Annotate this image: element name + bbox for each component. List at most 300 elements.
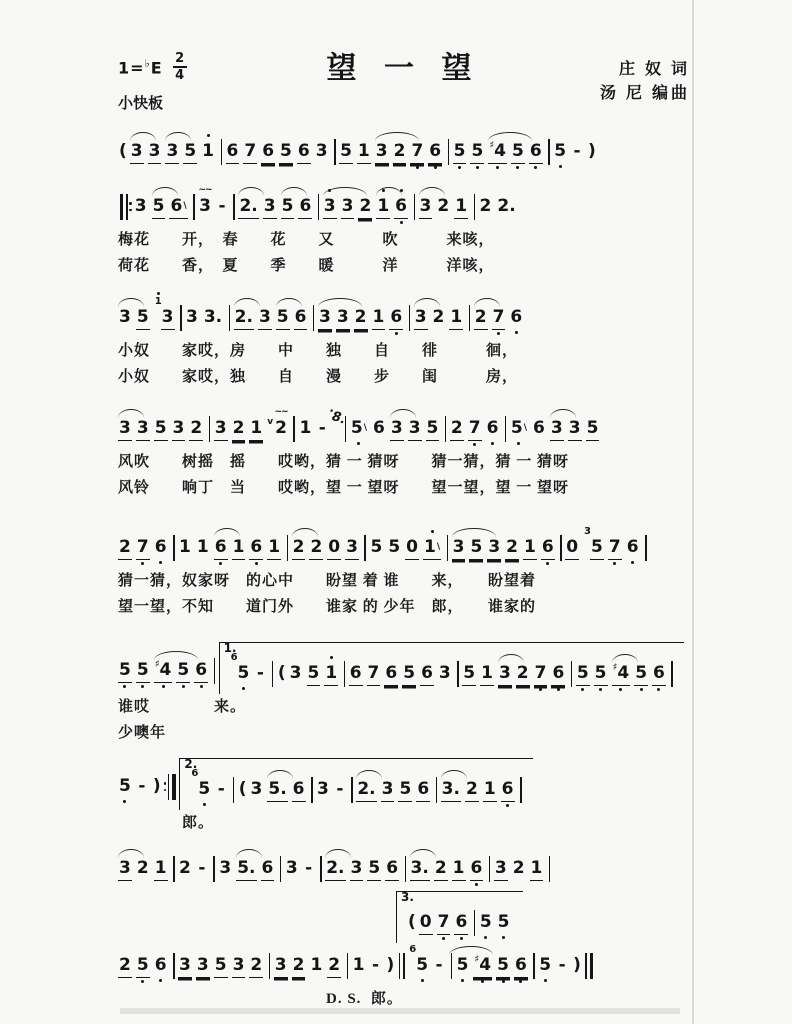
note-core: 5	[416, 954, 429, 975]
octave-dot	[400, 189, 403, 192]
note-core: 1	[449, 306, 463, 330]
music-note	[511, 131, 525, 172]
octave-dots-below	[159, 559, 162, 567]
music-note	[196, 527, 210, 567]
note-core: 1	[310, 954, 323, 975]
note-core: 5	[594, 662, 608, 686]
music-note	[553, 131, 567, 171]
music-note	[285, 848, 299, 888]
lyrics-line: 少噢年	[118, 724, 167, 741]
octave-dots-above	[382, 186, 385, 195]
octave-dot	[506, 804, 509, 807]
note-core: 3	[341, 195, 355, 219]
octave-dot	[557, 688, 560, 691]
barline	[670, 653, 675, 687]
music-note	[410, 848, 430, 889]
note-core: 6	[154, 536, 167, 557]
note-core: 5	[370, 536, 383, 557]
music-note	[452, 848, 466, 889]
barline	[644, 527, 649, 561]
octave-dot	[330, 656, 333, 659]
measure-group	[118, 297, 527, 338]
lyrics-line: 小奴 家哎，房 中 独 自 徘 徊，	[118, 342, 519, 359]
music-note	[375, 131, 389, 172]
music-note	[350, 408, 368, 448]
music-note	[136, 527, 150, 568]
music-note	[154, 408, 168, 449]
lyrics-line: 郎。	[118, 814, 215, 831]
music-note	[394, 186, 408, 227]
music-note	[183, 131, 197, 172]
dash-note: -	[336, 778, 344, 799]
parenthesis: )	[588, 140, 596, 161]
barline	[172, 848, 177, 882]
note-core: 6	[214, 536, 228, 560]
music-note	[505, 527, 519, 568]
music-note	[532, 408, 546, 448]
barline	[456, 653, 461, 687]
note-core: 6	[384, 662, 398, 686]
note-core: 3	[118, 417, 132, 441]
note-core: 6	[501, 778, 515, 802]
music-note	[488, 131, 507, 172]
octave-dot	[123, 800, 126, 803]
octave-dot	[123, 685, 126, 688]
music-note	[214, 945, 228, 986]
music-system	[118, 186, 690, 279]
music-note	[612, 653, 631, 694]
lyrics-line: D. S. 郎。	[118, 990, 403, 1007]
octave-dot	[162, 685, 165, 688]
music-note	[274, 408, 288, 448]
octave-dots-above	[431, 527, 434, 536]
grace-note	[583, 522, 592, 543]
music-note	[496, 186, 516, 226]
note-core: 5	[539, 954, 552, 975]
music-note	[249, 527, 263, 568]
octave-dots-below	[242, 685, 245, 693]
note-core: 7	[492, 306, 506, 330]
octave-dot	[497, 332, 500, 335]
time-denominator: 4	[175, 67, 185, 83]
music-note	[465, 769, 479, 810]
music-note	[236, 848, 256, 889]
parenthesis: (	[119, 140, 127, 161]
music-note	[243, 131, 257, 172]
octave-dots-below	[559, 163, 562, 171]
music-note	[345, 527, 359, 568]
note-core: 6	[551, 662, 565, 686]
lyrics-line: 小奴 家哎，独 自 漫 步 闺 房，	[118, 368, 519, 385]
octave-dots-below	[182, 683, 185, 691]
music-note	[372, 297, 386, 338]
note-core: 6\	[169, 195, 187, 219]
music-note	[450, 408, 464, 449]
barline	[227, 297, 232, 331]
octave-dots-below	[546, 560, 549, 568]
credits	[540, 58, 690, 106]
octave-dots-above	[199, 186, 212, 195]
octave-dots-below	[491, 440, 494, 448]
note-core: 3.	[410, 857, 430, 881]
music-note	[456, 945, 470, 985]
note-core: ♯4	[154, 659, 173, 683]
octave-dots-below	[255, 560, 258, 568]
note-core: 5	[176, 659, 190, 683]
volta-bracket	[396, 891, 523, 943]
music-note	[154, 650, 173, 691]
barline	[345, 945, 350, 979]
music-note	[634, 653, 648, 694]
note-core: 5	[456, 954, 469, 975]
music-note	[148, 131, 162, 172]
octave-dot	[581, 688, 584, 691]
music-note	[530, 848, 544, 889]
note-core: 3.	[441, 778, 461, 802]
note-core: 3	[584, 525, 592, 537]
music-note	[479, 902, 493, 942]
note-core: 3	[318, 306, 332, 330]
lyrics-line: 猜一猜，奴家呀 的心中 盼望 着 谁 来， 盼望着	[118, 572, 537, 589]
note-core: 3	[232, 954, 246, 978]
music-note	[486, 408, 500, 448]
music-note	[316, 769, 330, 809]
lyrics-line: 谁哎 来。	[118, 698, 247, 715]
note-core: 3	[390, 417, 404, 441]
octave-dots-below	[460, 935, 463, 943]
octave-dot	[357, 442, 360, 445]
barline	[472, 186, 477, 220]
header-left	[118, 52, 268, 113]
octave-dot	[496, 166, 499, 169]
octave-dots-below	[203, 801, 206, 809]
music-note	[416, 769, 430, 810]
octave-dots-below	[544, 977, 547, 985]
octave-dots-below	[476, 164, 479, 172]
music-note	[470, 131, 484, 172]
octave-dots-below	[159, 977, 162, 985]
dash-note: -	[435, 954, 443, 975]
note-core: 7	[608, 536, 622, 560]
music-note	[415, 945, 429, 985]
octave-dot	[434, 166, 437, 169]
music-note	[154, 945, 168, 985]
note-core: 2	[292, 536, 306, 560]
note-core: 2	[516, 662, 530, 686]
music-note	[509, 297, 523, 337]
note-core: 2	[249, 954, 263, 978]
music-note	[453, 131, 467, 172]
music-note	[349, 653, 363, 694]
note-core: 3	[345, 536, 359, 560]
note-core: 6	[486, 417, 499, 438]
music-note	[408, 408, 422, 449]
measure-group	[118, 650, 219, 691]
note-core: 6	[297, 140, 311, 164]
barline	[232, 186, 237, 220]
slide-mark: \	[523, 422, 528, 433]
grace-note	[230, 648, 239, 669]
note-core: 2	[232, 417, 246, 441]
note-core: 5	[307, 662, 321, 686]
note-core: 1	[483, 778, 497, 802]
music-note	[497, 902, 511, 942]
octave-dot	[395, 332, 398, 335]
note-core: 3	[214, 417, 228, 441]
barline	[231, 769, 236, 803]
music-note	[339, 131, 353, 172]
music-note	[514, 945, 528, 986]
octave-dots-below	[141, 683, 144, 691]
music-note	[410, 131, 424, 172]
octave-dots-below	[458, 164, 461, 172]
note-core: 3	[414, 306, 428, 330]
note-core: 5	[136, 954, 150, 978]
music-note	[551, 653, 565, 694]
music-note	[136, 408, 150, 449]
barline	[285, 527, 290, 561]
barline	[212, 650, 217, 684]
note-core: 3	[118, 857, 132, 881]
barline	[397, 945, 406, 979]
music-note	[565, 527, 579, 568]
grace-note	[190, 764, 199, 785]
octave-dots-below	[640, 686, 643, 694]
music-system	[118, 756, 690, 836]
note-core: 3.	[203, 306, 223, 327]
octave-dots-below	[123, 798, 126, 806]
note-core: 3	[172, 417, 186, 441]
music-note	[292, 769, 306, 810]
music-note	[250, 769, 264, 809]
music-note	[428, 131, 442, 172]
music-note	[469, 527, 483, 568]
note-core: 6	[510, 306, 523, 327]
note-core: 2	[432, 306, 445, 327]
note-core: 6	[389, 306, 403, 330]
grace-note	[154, 292, 163, 313]
repeat-dots	[164, 774, 167, 800]
music-note	[468, 408, 482, 449]
octave-dot	[141, 562, 144, 565]
octave-dot	[476, 166, 479, 169]
slide-mark: \	[436, 541, 441, 552]
note-core: 5	[136, 306, 150, 330]
note-core: 3	[487, 536, 501, 560]
music-note	[189, 408, 203, 449]
note-core: 6	[529, 140, 543, 164]
music-note	[309, 527, 323, 568]
barline	[467, 297, 472, 331]
dash-note: -	[218, 195, 226, 216]
music-note	[454, 902, 468, 943]
octave-dot	[461, 979, 464, 982]
note-core: 3	[452, 536, 466, 560]
music-note	[462, 653, 476, 694]
octave-dot	[400, 221, 403, 224]
octave-dots-below	[502, 978, 505, 986]
octave-dot	[328, 189, 331, 192]
time-signature	[173, 52, 187, 82]
music-system	[118, 848, 690, 889]
music-note	[590, 527, 604, 568]
note-core: 5	[119, 775, 131, 796]
octave-dot	[416, 166, 419, 169]
music-note	[402, 653, 416, 694]
song-title: 望 一 望	[326, 52, 482, 85]
barline	[342, 653, 347, 687]
music-note	[297, 131, 311, 172]
note-core: 5\	[510, 417, 528, 438]
music-note	[152, 186, 166, 227]
note-core: 2.	[234, 306, 254, 330]
note-core: 6	[226, 140, 240, 164]
barline	[363, 527, 368, 561]
time-numerator: 2	[175, 51, 185, 66]
note-core: 3	[161, 306, 175, 330]
measure-group	[118, 766, 179, 806]
note-core: 1	[179, 536, 191, 557]
note-core: 2	[434, 857, 448, 881]
music-note	[323, 186, 337, 227]
octave-dots-below	[516, 164, 519, 172]
music-note	[258, 297, 272, 338]
grace-note	[408, 940, 417, 961]
music-note	[178, 848, 192, 888]
note-core: 5.	[267, 778, 287, 802]
header-center	[268, 52, 540, 85]
note-core: 3	[199, 195, 211, 216]
dash-note: -	[138, 775, 146, 796]
score-body	[118, 131, 690, 1012]
note-core: 1	[154, 295, 162, 307]
sharp-icon: ♯	[474, 953, 480, 965]
octave-dots-below	[613, 560, 616, 568]
octave-dot	[458, 166, 461, 169]
music-note	[130, 131, 144, 172]
octave-dot	[515, 331, 518, 334]
barline	[569, 653, 574, 687]
note-core: ♯4	[473, 954, 492, 978]
music-line	[118, 640, 690, 694]
music-note	[276, 297, 290, 338]
music-note	[261, 848, 275, 889]
parenthesis: (	[238, 778, 247, 799]
music-note	[172, 408, 186, 449]
note-core: 5	[497, 911, 510, 932]
music-note	[483, 769, 497, 810]
barline	[192, 186, 197, 220]
note-core: 5	[339, 140, 353, 164]
music-note	[492, 297, 506, 338]
octave-dot	[502, 980, 505, 983]
octave-dot	[200, 685, 203, 688]
note-core: 3	[317, 778, 329, 799]
music-note	[367, 653, 381, 694]
octave-dot	[544, 979, 547, 982]
octave-dot	[431, 530, 434, 533]
barline	[172, 945, 177, 979]
music-line	[118, 186, 690, 227]
music-line	[118, 848, 690, 889]
music-note	[118, 650, 132, 691]
octave-dot	[657, 688, 660, 691]
octave-dots-above	[328, 186, 331, 195]
lyricist-credit: 庄 奴 词	[618, 61, 690, 78]
barline	[350, 769, 355, 803]
note-core: 7	[534, 662, 548, 686]
final-barline	[584, 945, 595, 979]
music-note	[594, 653, 608, 694]
scan-edge-artifact	[692, 0, 694, 1024]
octave-dots-below	[581, 686, 584, 694]
note-core: 3	[258, 306, 272, 330]
tremolo-mark: ~~	[198, 184, 212, 195]
music-note	[352, 945, 366, 985]
note-core: 1	[232, 536, 246, 560]
music-note	[423, 527, 441, 568]
note-core: 1	[196, 536, 209, 557]
note-core: 1	[154, 857, 168, 881]
octave-dots-below	[481, 978, 484, 986]
music-note	[318, 297, 332, 338]
note-core: 6	[191, 767, 199, 779]
octave-dots-below	[519, 978, 522, 986]
music-note	[454, 186, 468, 227]
sharp-icon: ♯	[154, 658, 160, 670]
volta-pre-row	[396, 889, 690, 943]
music-note	[169, 186, 187, 227]
music-line	[118, 297, 690, 338]
note-core: 2	[393, 140, 407, 164]
note-core: 3	[263, 195, 277, 219]
note-core: 6	[541, 536, 555, 560]
lyrics-line: 荷花 香， 夏 季 暖 洋 洋咳，	[118, 257, 495, 274]
note-core: 5	[479, 911, 492, 932]
music-note	[350, 848, 364, 889]
note-core: 2	[179, 857, 191, 878]
music-note	[381, 769, 395, 810]
note-core: 0	[327, 536, 341, 560]
octave-dot	[207, 134, 210, 137]
music-note	[586, 408, 600, 449]
octave-dot	[442, 937, 445, 940]
music-note	[432, 297, 446, 337]
begin-repeat-barline	[118, 186, 132, 220]
barline	[487, 848, 492, 882]
note-core: 5	[237, 662, 250, 683]
note-core: 6	[373, 417, 385, 438]
music-system	[118, 408, 690, 501]
header	[118, 52, 690, 113]
barline	[333, 131, 338, 165]
music-note	[267, 769, 287, 810]
music-note	[136, 848, 150, 888]
octave-dots-below	[534, 164, 537, 172]
octave-dots-below	[631, 559, 634, 567]
music-note	[652, 653, 666, 694]
music-note	[118, 297, 132, 337]
note-core: 5.	[236, 857, 256, 881]
note-core: 0	[419, 911, 433, 935]
note-core: 1\	[423, 536, 441, 560]
music-note	[237, 653, 251, 693]
octave-dots-below	[484, 934, 487, 942]
parenthesis: )	[152, 775, 161, 796]
note-core: 3	[274, 954, 288, 978]
octave-dots-below	[123, 683, 126, 691]
key-time-line	[118, 52, 268, 82]
